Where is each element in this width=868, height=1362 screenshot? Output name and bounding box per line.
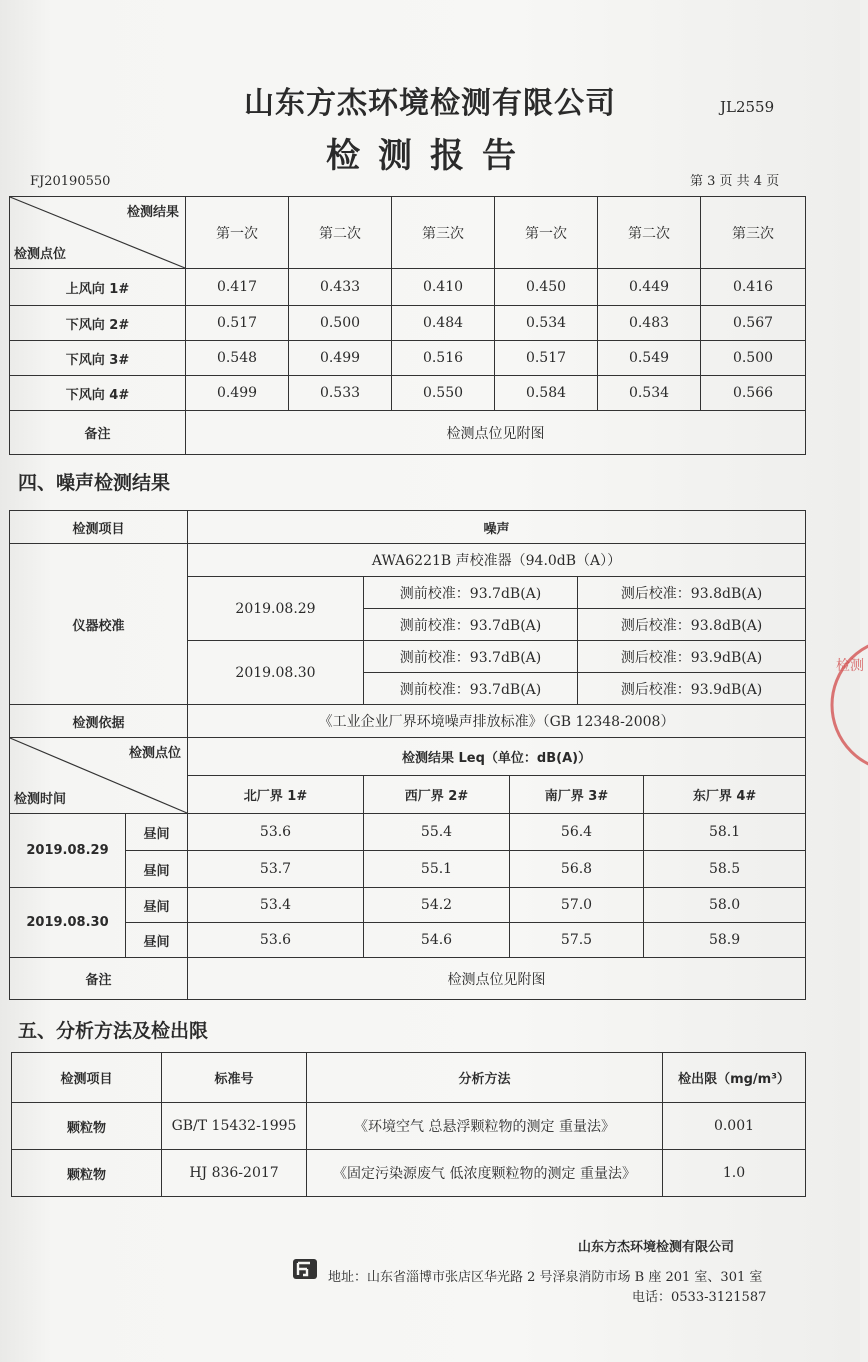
method-header: 检测项目 [12, 1053, 162, 1103]
table-cell: 58.5 [644, 851, 806, 888]
table-row [10, 888, 806, 923]
table-cell: 0.517 [495, 341, 598, 376]
calibration-date: 2019.08.29 [188, 577, 364, 641]
footer-address: 地址：山东省淄博市张店区华光路 2 号泽泉消防市场 B 座 201 室、301 室 [328, 1270, 763, 1285]
point-header: 东厂界 4# [644, 776, 806, 814]
basis-label: 检测依据 [10, 705, 188, 738]
table1-corner-top: 检测结果 [126, 205, 179, 220]
method-header: 标准号 [162, 1053, 307, 1103]
table-row [10, 814, 806, 851]
red-stamp-icon [828, 630, 868, 780]
company-logo-icon [292, 1258, 318, 1280]
calibration-after: 测后校准：93.9dB(A) [578, 641, 806, 673]
table-cell: 0.517 [186, 306, 289, 341]
report-title: 检测报告 [326, 136, 534, 176]
table-cell: 58.9 [644, 923, 806, 958]
table-cell: 0.450 [495, 269, 598, 306]
table-cell: 56.8 [510, 851, 644, 888]
point-header: 北厂界 1# [188, 776, 364, 814]
period-label: 昼间 [126, 851, 188, 888]
table-cell: 0.549 [598, 341, 701, 376]
basis-value: 《工业企业厂界环境噪声排放标准》（GB 12348-2008） [188, 705, 806, 738]
table2-corner-cell [10, 738, 188, 814]
calibration-after: 测后校准：93.8dB(A) [578, 577, 806, 609]
table-cell: 58.0 [644, 888, 806, 923]
section-method-title: 五、分析方法及检出限 [18, 1020, 209, 1042]
item-label: 检测项目 [10, 511, 188, 544]
calibration-after: 测后校准：93.8dB(A) [578, 609, 806, 641]
particulate-results-table [9, 196, 806, 455]
page-info: 第 3 页 共 4 页 [690, 174, 780, 189]
table-cell: 0.550 [392, 376, 495, 411]
calibration-label: 仪器校准 [10, 544, 188, 705]
row-label: 下风向 4# [10, 376, 186, 411]
table-row [10, 376, 806, 411]
table-cell: 0.534 [495, 306, 598, 341]
calibration-before: 测前校准：93.7dB(A) [364, 673, 578, 705]
table-cell: HJ 836-2017 [162, 1150, 307, 1197]
remark-value: 检测点位见附图 [188, 958, 806, 1000]
table1-header: 第三次 [701, 197, 806, 269]
remark-label: 备注 [10, 411, 186, 455]
table-cell: 0.499 [289, 341, 392, 376]
footer-company: 山东方杰环境检测有限公司 [578, 1240, 735, 1255]
table-cell: 颗粒物 [12, 1103, 162, 1150]
point-header: 南厂界 3# [510, 776, 644, 814]
table1-header: 第二次 [598, 197, 701, 269]
table-cell: 53.6 [188, 814, 364, 851]
noise-date: 2019.08.29 [10, 814, 126, 888]
table-cell: 0.484 [392, 306, 495, 341]
company-title: 山东方杰环境检测有限公司 [244, 86, 616, 121]
table-cell: 58.1 [644, 814, 806, 851]
table-cell: 0.483 [598, 306, 701, 341]
table-cell: 0.533 [289, 376, 392, 411]
point-header: 西厂界 2# [364, 776, 510, 814]
remark-label: 备注 [10, 958, 188, 1000]
table-row [10, 851, 806, 888]
table-row [10, 306, 806, 341]
noise-date: 2019.08.30 [10, 888, 126, 958]
table-cell: 0.516 [392, 341, 495, 376]
table-cell: 1.0 [663, 1150, 806, 1197]
calibration-before: 测前校准：93.7dB(A) [364, 577, 578, 609]
period-label: 昼间 [126, 888, 188, 923]
table-cell: 55.4 [364, 814, 510, 851]
table-row [12, 1103, 806, 1150]
table-cell: 0.534 [598, 376, 701, 411]
method-header: 检出限（mg/m³） [663, 1053, 806, 1103]
table-cell: 0.416 [701, 269, 806, 306]
calibration-before: 测前校准：93.7dB(A) [364, 609, 578, 641]
table-cell: 0.584 [495, 376, 598, 411]
report-code: JL2559 [720, 98, 775, 116]
row-label: 下风向 3# [10, 341, 186, 376]
noise-results-table [9, 510, 806, 1000]
table-cell: 0.001 [663, 1103, 806, 1150]
table-cell: 54.2 [364, 888, 510, 923]
remark-value: 检测点位见附图 [186, 411, 806, 455]
table2-corner-bottom: 检测时间 [14, 792, 67, 807]
section-noise-title: 四、噪声检测结果 [18, 472, 171, 494]
table-cell: 0.566 [701, 376, 806, 411]
table-cell: 0.410 [392, 269, 495, 306]
table-cell: 0.499 [186, 376, 289, 411]
method-header: 分析方法 [307, 1053, 663, 1103]
table-cell: 54.6 [364, 923, 510, 958]
calibration-after: 测后校准：93.9dB(A) [578, 673, 806, 705]
table1-header: 第一次 [186, 197, 289, 269]
table-cell: 0.449 [598, 269, 701, 306]
table-row [12, 1150, 806, 1197]
table-cell: GB/T 15432-1995 [162, 1103, 307, 1150]
table-row [10, 269, 806, 306]
table-cell: 0.433 [289, 269, 392, 306]
report-number: FJ20190550 [30, 174, 111, 189]
table-row [10, 923, 806, 958]
table-cell: 56.4 [510, 814, 644, 851]
table-cell: 0.417 [186, 269, 289, 306]
row-label: 上风向 1# [10, 269, 186, 306]
table-cell: 颗粒物 [12, 1150, 162, 1197]
table-cell: 55.1 [364, 851, 510, 888]
table-cell: 53.6 [188, 923, 364, 958]
table-cell: 《固定污染源废气 低浓度颗粒物的测定 重量法》 [307, 1150, 663, 1197]
table-cell: 0.567 [701, 306, 806, 341]
table-cell: 57.5 [510, 923, 644, 958]
item-value: 噪声 [188, 511, 806, 544]
calibration-before: 测前校准：93.7dB(A) [364, 641, 578, 673]
table-row [10, 341, 806, 376]
table1-corner-cell [10, 197, 186, 269]
period-label: 昼间 [126, 814, 188, 851]
footer-phone: 电话：0533-3121587 [632, 1290, 767, 1305]
table1-corner-bottom: 检测点位 [14, 247, 67, 262]
table-cell: 0.500 [701, 341, 806, 376]
table1-header: 第三次 [392, 197, 495, 269]
calibrator-name: AWA6221B 声校准器（94.0dB（A）） [188, 544, 806, 577]
stamp-text: 检测 [836, 658, 864, 674]
table-cell: 0.500 [289, 306, 392, 341]
table1-header: 第一次 [495, 197, 598, 269]
table1-header: 第二次 [289, 197, 392, 269]
period-label: 昼间 [126, 923, 188, 958]
calibration-date: 2019.08.30 [188, 641, 364, 705]
table-cell: 《环境空气 总悬浮颗粒物的测定 重量法》 [307, 1103, 663, 1150]
table-cell: 53.4 [188, 888, 364, 923]
table-cell: 53.7 [188, 851, 364, 888]
table2-corner-top: 检测点位 [129, 746, 182, 761]
method-table [11, 1052, 806, 1197]
table-cell: 57.0 [510, 888, 644, 923]
row-label: 下风向 2# [10, 306, 186, 341]
table-cell: 0.548 [186, 341, 289, 376]
result-header: 检测结果 Leq（单位：dB(A)） [188, 738, 806, 776]
